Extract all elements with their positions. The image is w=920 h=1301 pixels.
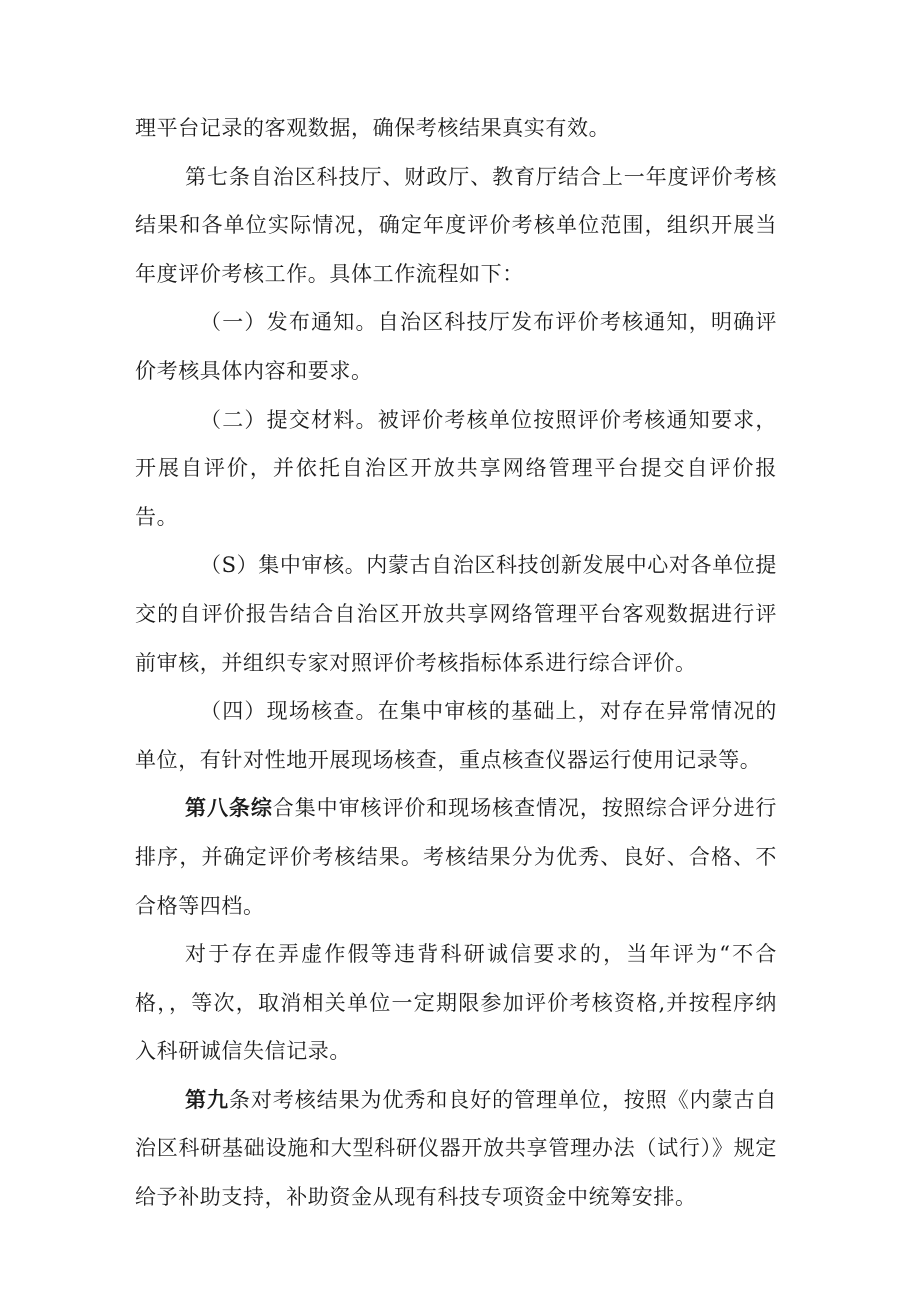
step-1-paragraph: （一）发布通知。自治区科技厅发布评价考核通知，明确评价考核具体内容和要求。 <box>135 310 777 383</box>
paragraph-continuation: 理平台记录的客观数据，确保考核结果真实有效。 <box>135 116 611 140</box>
article-7-paragraph: 第七条自治区科技厅、财政厅、教育厅结合上一年度评价考核结果和各单位实际情况，确定年度评价考核单位范围，组织开展当年度评价考核工作。具体工作流程如下： <box>135 164 777 286</box>
integrity-paragraph: 对于存在弄虚作假等违背科研诚信要求的，当年评为“不合格，，等次，取消相关单位一定期限参加评价考核资格,并按程序纳入科研诚信失信记录。 <box>135 942 777 1064</box>
step-4-paragraph: （四）现场核查。在集中审核的基础上，对存在异常情况的单位，有针对性地开展现场核查，重点核查仪器运行使用记录等。 <box>135 699 777 772</box>
step-3-paragraph: （S）集中审核。内蒙古自治区科技创新发展中心对各单位提交的自评价报告结合自治区开放共享网络管理平台客观数据进行评前审核，并组织专家对照评价考核指标体系进行综合评价。 <box>135 553 777 675</box>
article-9-body: 条对考核结果为优秀和良好的管理单位，按照《内蒙古自治区科研基础设施和大型科研仪器开放共享管理办法（试行）》规定给予补助支持，补助资金从现有科技专项资金中统筹安排。 <box>135 1087 778 1210</box>
document-page <box>135 104 777 1222</box>
article-9-paragraph <box>135 1076 777 1222</box>
article-8-body: 合集中审核评价和现场核查情况，按照综合评分进行排序，并确定评价考核结果。考核结果分为优秀、良好、合格、不合格等四档。 <box>135 796 777 918</box>
article-9-heading: 第九 <box>185 1087 229 1112</box>
step-2-paragraph: （二）提交材料。被评价考核单位按照评价考核通知要求，开展自评价，并依托自治区开放共享网络管理平台提交自评价报告。 <box>135 407 777 529</box>
article-8-paragraph <box>135 784 777 930</box>
article-8-heading: 第八条综 <box>185 796 273 821</box>
